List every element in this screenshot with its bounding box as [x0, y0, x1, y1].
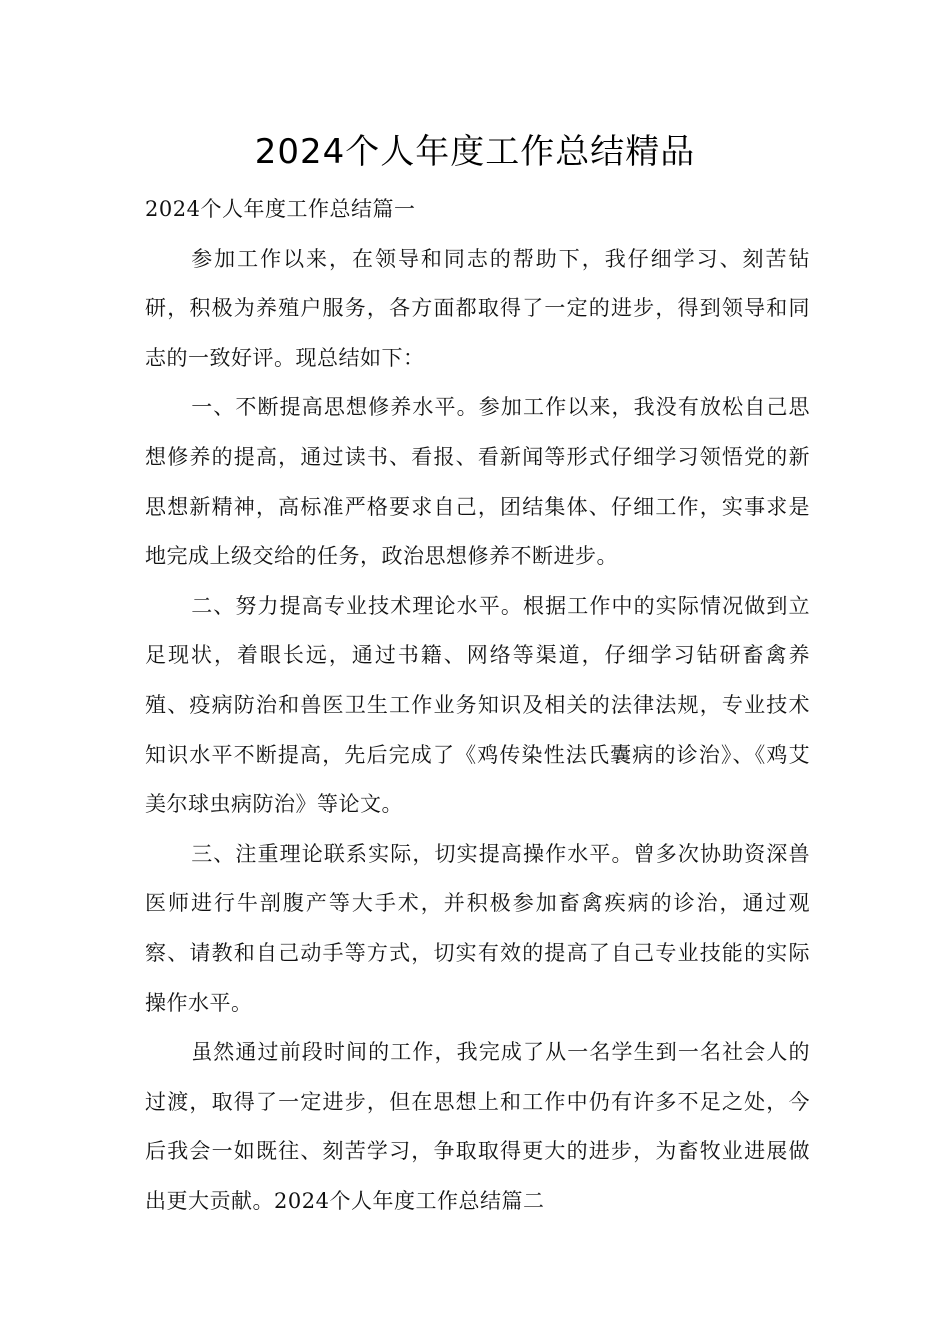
paragraph-point-one: 一、不断提高思想修养水平。参加工作以来，我没有放松自己思想修养的提高，通过读书、看报、看新闻等形式仔细学习领悟党的新思想新精神，高标准严格要求自己，团结集体、仔细工作，实事求是地完成上级交给的任务，政治思想修养不断进步。 [145, 395, 810, 569]
document-title: 2024个人年度工作总结精品 [254, 132, 696, 172]
document-body [145, 185, 810, 1226]
section-heading: 2024个人年度工作总结篇一 [145, 197, 416, 221]
paragraph-point-two: 二、努力提高专业技术理论水平。根据工作中的实际情况做到立足现状，着眼长远，通过书籍、网络等渠道，仔细学习钻研畜禽养殖、疫病防治和兽医卫生工作业务知识及相关的法律法规，专业技术知识水平不断提高，先后完成了《鸡传染性法氏囊病的诊治》、《鸡艾美尔球虫病防治》等论文。 [145, 593, 810, 817]
paragraph-point-three: 三、注重理论联系实际，切实提高操作水平。曾多次协助资深兽医师进行牛剖腹产等大手术，并积极参加畜禽疾病的诊治，通过观察、请教和自己动手等方式，切实有效的提高了自己专业技能的实际操作水平。 [145, 841, 810, 1015]
paragraph-intro: 参加工作以来，在领导和同志的帮助下，我仔细学习、刻苦钻研，积极为养殖户服务，各方面都取得了一定的进步，得到领导和同志的一致好评。现总结如下： [145, 246, 810, 370]
paragraph-conclusion: 虽然通过前段时间的工作，我完成了从一名学生到一名社会人的过渡，取得了一定进步，但在思想上和工作中仍有许多不足之处，今后我会一如既往、刻苦学习，争取取得更大的进步，为畜牧业进展做出更大贡献。2024个人年度工作总结篇二 [145, 1040, 810, 1213]
